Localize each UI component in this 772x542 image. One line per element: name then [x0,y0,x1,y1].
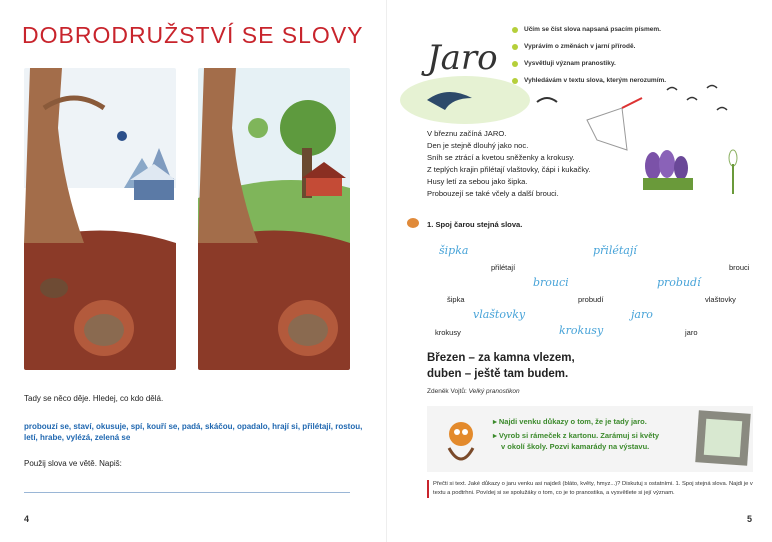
squirrel-mascot-illustration [431,408,491,470]
activity-item-text: Vyrob si rámeček z kartonu. Zarámuj si květy [498,431,660,440]
page-title: DOBRODRUŽSTVÍ SE SLOVY [22,22,364,48]
cursive-word[interactable]: šipka [439,244,469,257]
printed-word[interactable]: šipka [447,295,465,304]
cursive-word[interactable]: brouci [533,276,569,289]
cursive-word[interactable]: krokusy [559,324,604,337]
printed-word[interactable]: vlaštovky [705,295,736,304]
instruction-text: Tady se něco děje. Hledej, co kdo dělá. [24,394,164,403]
poem-line: V březnu začíná JARO. [427,129,507,138]
printed-word[interactable]: jaro [685,328,698,337]
proverb-source [427,388,520,395]
proverb [427,350,575,382]
right-page [386,0,772,542]
poem-line: Z teplých krajin přilétají vlaštovky, čápi i kukačky. [427,165,591,174]
activity-box [427,406,753,472]
page-number-left: 4 [24,514,30,524]
cursive-word[interactable]: přilétají [593,244,637,257]
activity-item: ▸ Najdi venku důkazy o tom, že je tady jaro. [493,417,647,426]
goal-item: Vyprávím o změnách v jarní přírodě. [524,43,636,50]
poem [427,128,590,200]
proverb-line: duben – ještě tam budem. [427,368,569,380]
spring-scene-illustration [198,68,350,370]
poem-line: Den je stejně dlouhý jako noc. [427,141,529,150]
verbs-list [24,421,369,443]
proverb-line: Březen – za kamna vlezem, [427,352,575,364]
ladybug-icon [407,218,419,228]
printed-word[interactable]: přilétají [491,263,516,272]
activity-item: ▸ Vyrob si rámeček z kartonu. Zarámuj si květy [493,431,660,440]
chapter-heading: Jaro [427,38,498,78]
poem-line: Sníh se ztrácí a kvetou sněženky a krokusy. [427,153,575,162]
poem-line: Probouzejí se také včely a další brouci. [427,189,559,198]
winter-scene-illustration [24,68,176,370]
verbs-line-2: letí, hrabe, vylézá, zelená se [24,433,131,442]
crocus-snowdrop-illustration [633,138,753,198]
flower-frame-photo [695,410,751,466]
activity-item-text: v okolí školy. Pozvi kamarády na výstavu. [501,442,650,451]
goal-item: Vysvětluji význam pranostiky. [524,60,616,67]
teacher-footnote: Přečti si text. Jaké důkazy o jaru venku asi najdeš (bláto, květy, hmyz...)? Diskutuj s ostatními. 1. Spoj stejná slova. Najdi je v textu a podtrhni. Povídej si se spolužáky o tom, co je to pranostika, a vysvětlete si její význam. [427,480,763,498]
page-number-right: 5 [747,514,753,524]
printed-word[interactable]: krokusy [435,328,461,337]
verbs-line-1: probouzí se, staví, okusuje, spí, kouří se, padá, skáčou, opadalo, hrají si, přilétají, rostou, [24,422,363,431]
poem-line: Husy letí za sebou jako šipka. [427,177,528,186]
source-author: Zdeněk Vojtů: [427,388,469,395]
goal-item: Vyhledávám v textu slova, kterým nerozumím. [524,77,667,84]
printed-word[interactable]: brouci [729,263,750,272]
source-title: Velký pranostikon [468,388,520,395]
cursive-word[interactable]: probudí [657,276,701,289]
printed-word[interactable]: probudí [578,295,604,304]
activity-item-text: Najdi venku důkazy o tom, že je tady jaro. [498,417,647,426]
exercise-title: 1. Spoj čarou stejná slova. [427,220,523,229]
cursive-word[interactable]: jaro [631,308,653,321]
writing-task: Použij slova ve větě. Napiš: [24,459,122,468]
goal-item: Učím se číst slova napsaná psacím písmem. [524,26,661,33]
writing-line[interactable] [24,492,350,493]
cursive-word[interactable]: vlaštovky [473,308,526,321]
